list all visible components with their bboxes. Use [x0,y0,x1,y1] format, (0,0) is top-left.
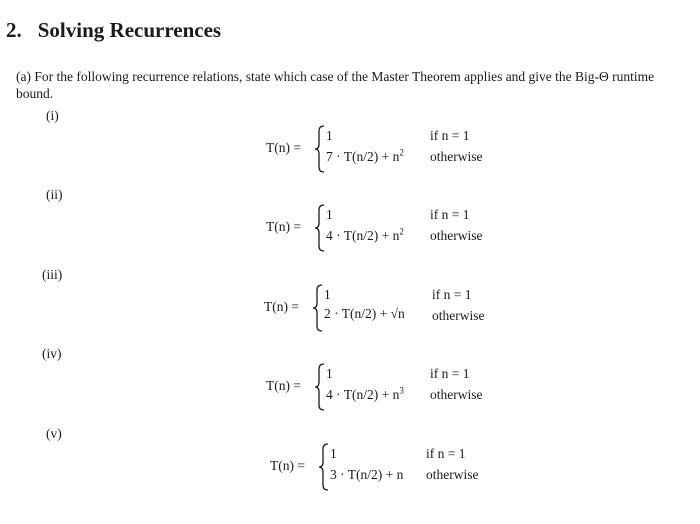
base-case-value: 1 [324,287,331,302]
subpart-label: (iii) [42,267,63,282]
equation-lhs: T(n) = [270,458,305,473]
otherwise-condition: otherwise [430,149,483,164]
left-brace [318,443,330,491]
base-case-value: 1 [326,366,333,381]
subproblem-term: T(n/2) [347,467,383,482]
subpart-label: (i) [46,108,59,123]
cost-exponent: 2 [399,147,404,158]
cost-term: n [392,387,400,402]
coefficient-a: 3 [330,467,337,482]
recursive-case: $4 \cdot T(n/2) + n^3$ [326,385,404,402]
subproblem-term: T(n/2) [343,228,379,243]
base-case-value: 1 [326,128,333,143]
base-case-condition: if n = 1 [430,207,470,222]
equation-lhs: T(n) = [266,219,301,234]
otherwise-condition: otherwise [430,228,483,243]
equation-lhs: T(n) = [264,299,299,314]
cost-term: n [392,228,400,243]
section-number: 2. [6,18,22,42]
base-case-value: 1 [326,207,333,222]
cost-term: n [396,467,404,482]
equation-lhs: T(n) = [266,140,301,155]
left-brace [314,125,326,173]
cost-term: n [392,149,400,164]
recurrence-equation [264,284,504,332]
recursive-case: 3 · T(n/2) + n [330,467,404,482]
coefficient-a: 4 [326,387,333,402]
question-label: (a) [16,69,31,84]
subpart-label: (iv) [42,346,62,361]
recurrence-equation [266,125,506,173]
recursive-case: $7 \cdot T(n/2) + n^2$ [326,147,404,164]
otherwise-condition: otherwise [432,308,485,323]
section-title: Solving Recurrences [37,18,222,42]
coefficient-a: 2 [324,306,331,321]
base-case-condition: if n = 1 [430,128,470,143]
subproblem-term: T(n/2) [343,149,379,164]
left-brace [314,204,326,252]
subproblem-term: T(n/2) [343,387,379,402]
question-a [16,68,691,102]
cost-exponent: 2 [399,226,404,237]
recursive-case: 2 · T(n/2) + √n [324,306,405,321]
recurrence-equation [270,443,510,491]
coefficient-a: 4 [326,228,333,243]
base-case-condition: if n = 1 [432,287,472,302]
subproblem-term: T(n/2) [341,306,377,321]
recursive-case: $4 \cdot T(n/2) + n^2$ [326,226,404,243]
left-brace [314,363,326,411]
equation-lhs: T(n) = [266,378,301,393]
recurrence-equation [266,204,506,252]
cost-exponent: 3 [399,385,404,396]
section-heading [6,18,221,43]
otherwise-condition: otherwise [426,467,479,482]
question-text: For the following recurrence relations, state which case of the Master Theorem applies and give the Big-Θ runtime bound. [16,69,655,101]
cost-term: √n [390,306,405,321]
coefficient-a: 7 [326,149,333,164]
otherwise-condition: otherwise [430,387,483,402]
recurrence-equation [266,363,506,411]
base-case-value: 1 [330,446,337,461]
left-brace [312,284,324,332]
base-case-condition: if n = 1 [430,366,470,381]
subpart-label: (v) [46,426,62,441]
subpart-label: (ii) [46,187,63,202]
base-case-condition: if n = 1 [426,446,466,461]
